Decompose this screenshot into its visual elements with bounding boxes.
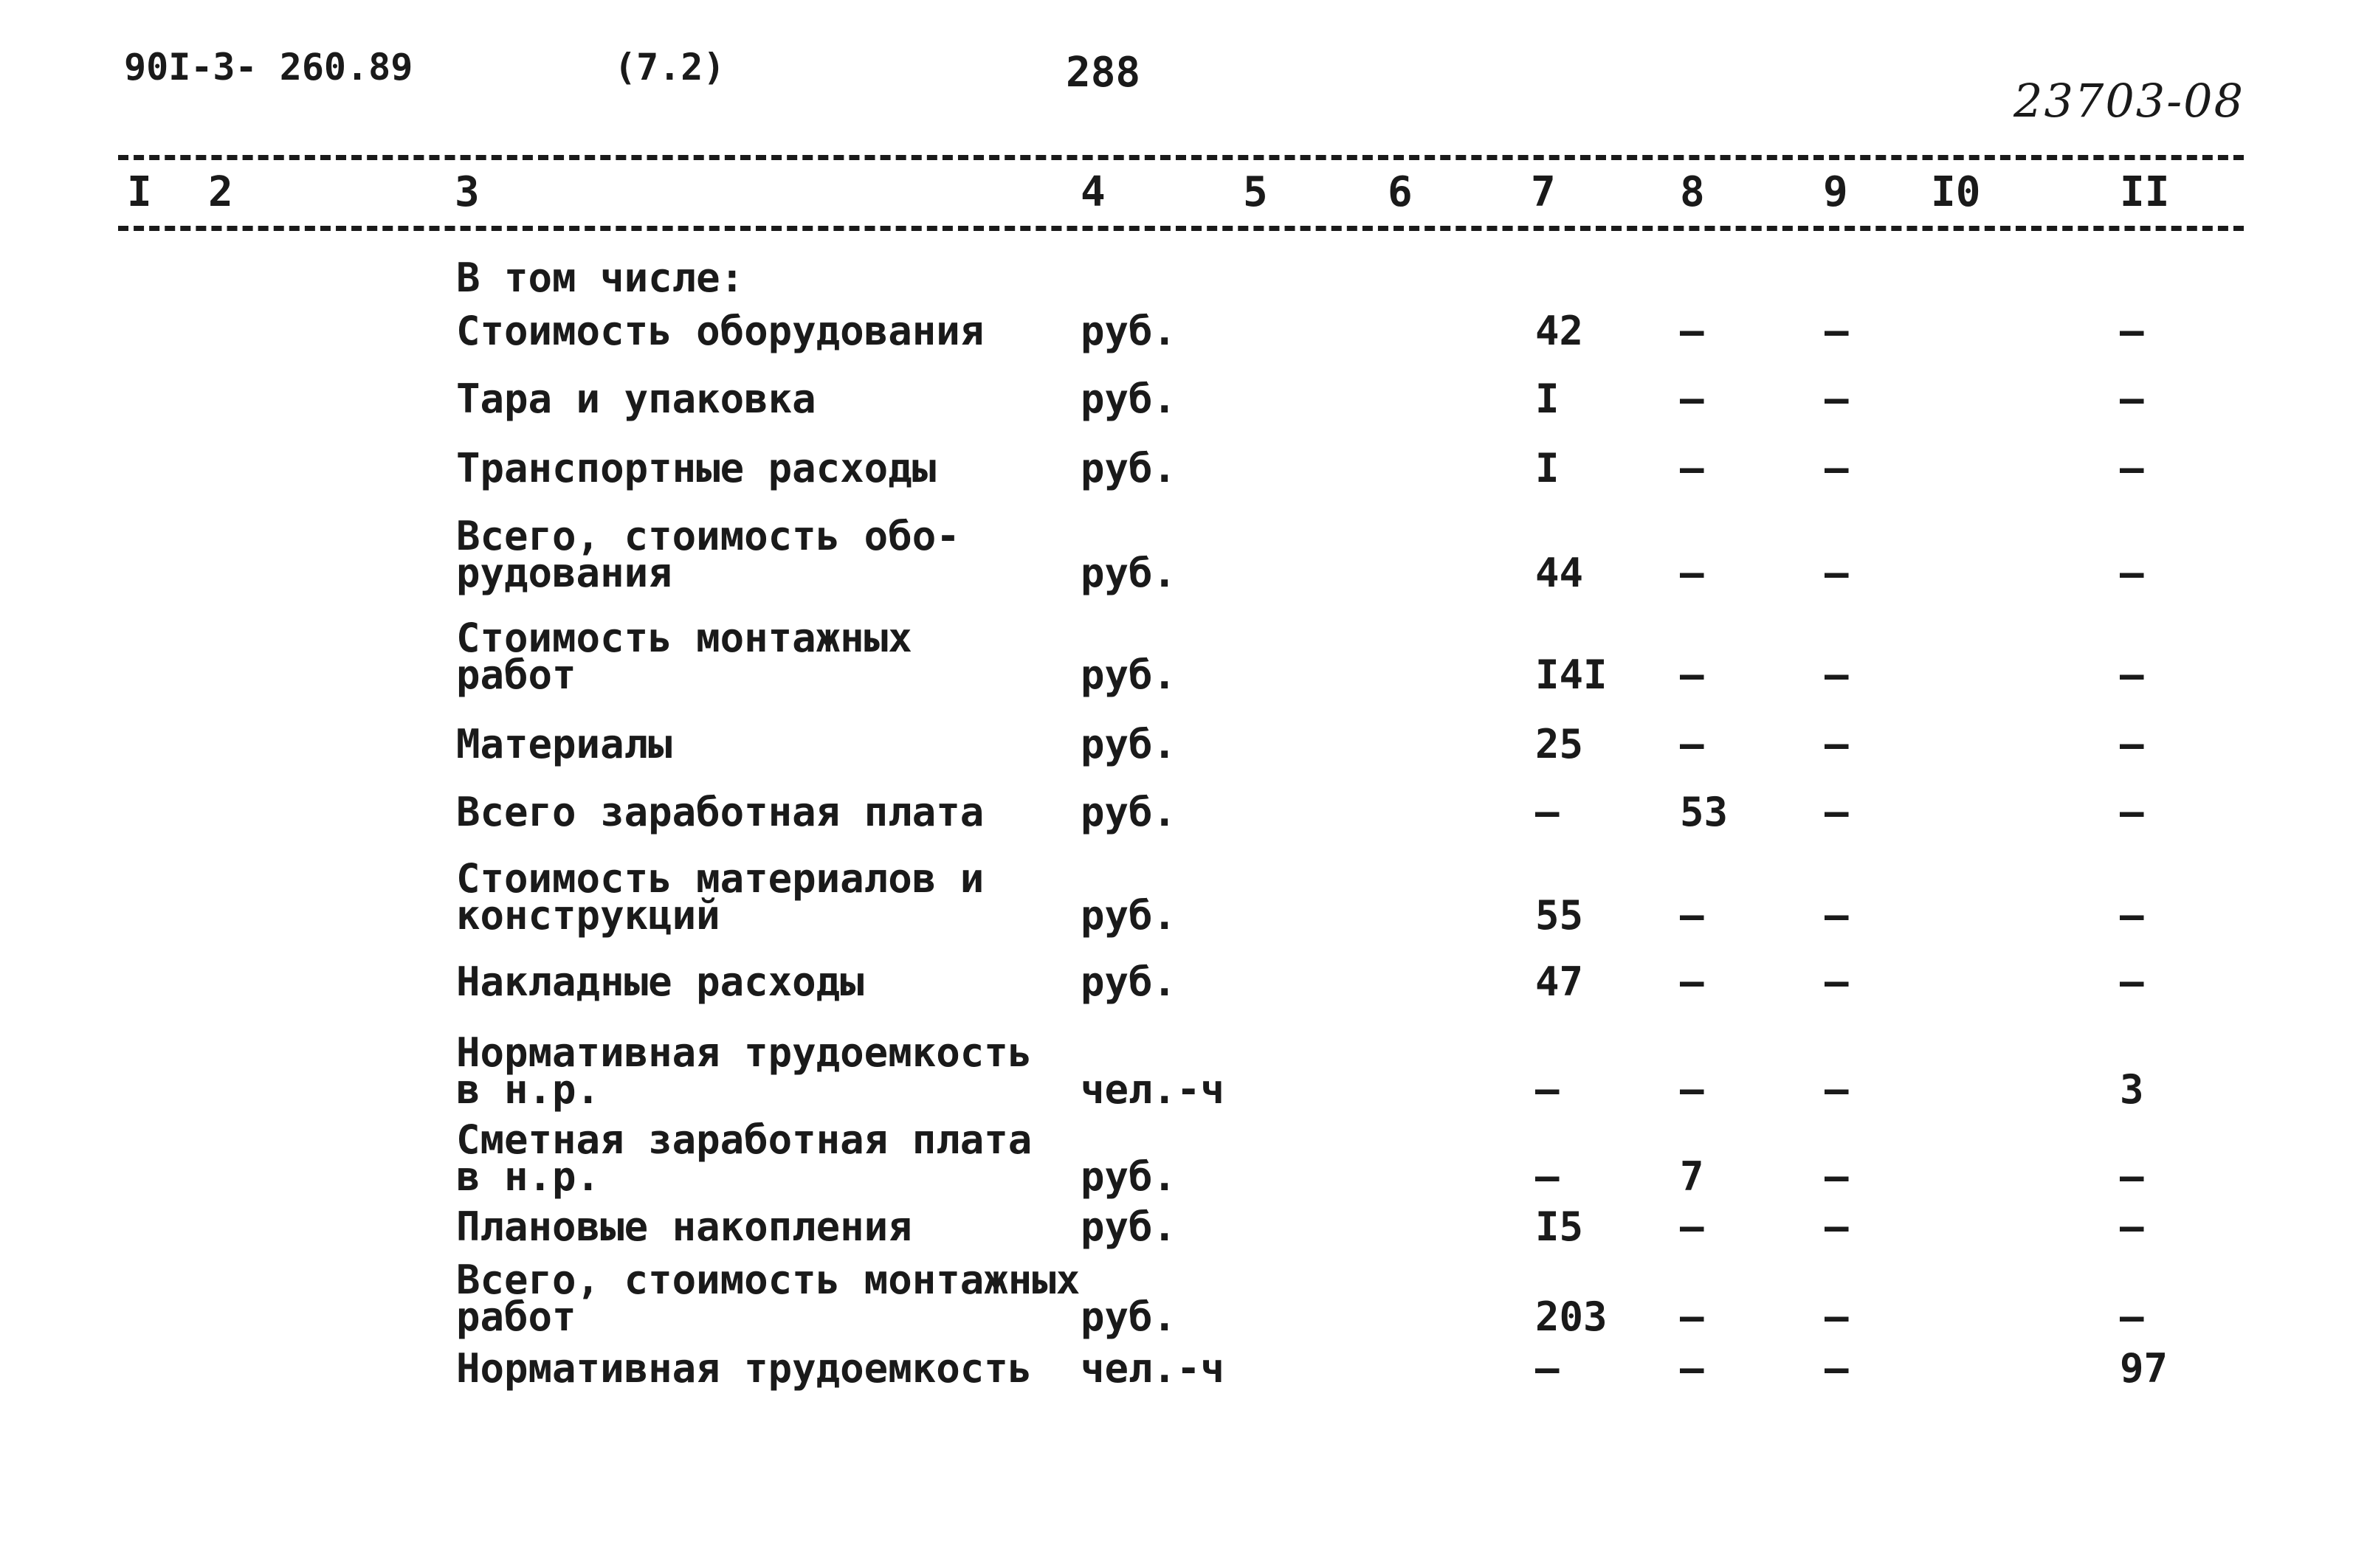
- column-number: II: [2120, 168, 2170, 216]
- value-col-7: –: [1535, 1066, 1560, 1113]
- item-name: Всего, стоимость монтажных работ: [456, 1257, 1081, 1340]
- value-col-7: –: [1535, 1153, 1560, 1200]
- column-number: 2: [208, 168, 233, 216]
- item-name: Тара и упаковка: [456, 376, 816, 422]
- value-col-11: –: [2120, 892, 2144, 939]
- item-unit: руб.: [1081, 959, 1177, 1005]
- handwritten-stamp-number: 23703-08: [2013, 74, 2245, 128]
- item-name: Сметная заработная плата в н.р.: [456, 1116, 1033, 1200]
- value-col-7: I4I: [1535, 652, 1608, 698]
- value-col-9: –: [1825, 1294, 1849, 1340]
- section-number: (7.2): [614, 46, 726, 89]
- value-col-11: –: [2120, 550, 2144, 596]
- value-col-11: –: [2120, 1153, 2144, 1200]
- value-col-7: 25: [1535, 721, 1584, 767]
- value-col-11: –: [2120, 1294, 2144, 1340]
- value-col-9: –: [1825, 1066, 1849, 1113]
- item-unit: руб.: [1081, 445, 1177, 491]
- value-col-9: –: [1825, 1153, 1849, 1200]
- item-unit: чел.-ч: [1081, 1066, 1225, 1113]
- value-col-11: –: [2120, 376, 2144, 422]
- value-col-7: 55: [1535, 892, 1584, 939]
- value-col-9: –: [1825, 1203, 1849, 1250]
- item-unit: руб.: [1081, 892, 1177, 939]
- header-rule-top: [118, 155, 2244, 160]
- value-col-8: 7: [1680, 1153, 1704, 1200]
- value-col-11: –: [2120, 652, 2144, 698]
- value-col-8: –: [1680, 550, 1704, 596]
- value-col-7: –: [1535, 1345, 1560, 1392]
- value-col-8: 53: [1680, 789, 1729, 835]
- value-col-11: –: [2120, 789, 2144, 835]
- value-col-7: 42: [1535, 308, 1584, 354]
- value-col-7: I: [1535, 445, 1560, 491]
- item-name: Транспортные расходы: [456, 445, 937, 491]
- value-col-9: –: [1825, 959, 1849, 1005]
- value-col-9: –: [1825, 789, 1849, 835]
- value-col-7: 44: [1535, 550, 1584, 596]
- value-col-9: –: [1825, 892, 1849, 939]
- value-col-11: 97: [2120, 1345, 2168, 1392]
- value-col-11: –: [2120, 1203, 2144, 1250]
- value-col-8: –: [1680, 721, 1704, 767]
- header-rule-bottom: [118, 226, 2244, 231]
- item-unit: руб.: [1081, 376, 1177, 422]
- value-col-8: –: [1680, 1203, 1704, 1250]
- value-col-11: –: [2120, 959, 2144, 1005]
- value-col-11: –: [2120, 721, 2144, 767]
- column-number: 9: [1823, 168, 1848, 216]
- item-name: Стоимость материалов и конструкций: [456, 855, 985, 939]
- value-col-8: –: [1680, 1066, 1704, 1113]
- value-col-11: 3: [2120, 1066, 2144, 1113]
- value-col-8: –: [1680, 445, 1704, 491]
- item-unit: руб.: [1081, 652, 1177, 698]
- item-name: Всего, стоимость обо- рудования: [456, 513, 960, 596]
- item-name: Нормативная трудоемкость в н.р.: [456, 1029, 1033, 1113]
- item-unit: чел.-ч: [1081, 1345, 1225, 1392]
- value-col-9: –: [1825, 1345, 1849, 1392]
- item-unit: руб.: [1081, 1203, 1177, 1250]
- value-col-7: 47: [1535, 959, 1584, 1005]
- value-col-8: –: [1680, 652, 1704, 698]
- column-number: I: [127, 168, 152, 216]
- item-name: Всего заработная плата: [456, 789, 985, 835]
- value-col-8: –: [1680, 1294, 1704, 1340]
- value-col-9: –: [1825, 308, 1849, 354]
- value-col-11: –: [2120, 308, 2144, 354]
- value-col-9: –: [1825, 550, 1849, 596]
- item-unit: руб.: [1081, 1153, 1177, 1200]
- document-code: 90I-3- 260.89: [124, 46, 413, 89]
- value-col-7: I5: [1535, 1203, 1584, 1250]
- item-unit: руб.: [1081, 308, 1177, 354]
- value-col-9: –: [1825, 652, 1849, 698]
- item-name: Стоимость оборудования: [456, 308, 985, 354]
- column-number: 7: [1531, 168, 1556, 216]
- value-col-8: –: [1680, 892, 1704, 939]
- column-number: 3: [455, 168, 480, 216]
- column-number: 6: [1388, 168, 1413, 216]
- item-unit: руб.: [1081, 550, 1177, 596]
- value-col-9: –: [1825, 445, 1849, 491]
- value-col-9: –: [1825, 376, 1849, 422]
- table-intro-text: В том числе:: [456, 255, 745, 301]
- page-number: 288: [1066, 49, 1141, 97]
- value-col-11: –: [2120, 445, 2144, 491]
- column-number: 8: [1680, 168, 1705, 216]
- item-unit: руб.: [1081, 721, 1177, 767]
- value-col-8: –: [1680, 308, 1704, 354]
- value-col-8: –: [1680, 1345, 1704, 1392]
- column-number: 5: [1243, 168, 1268, 216]
- column-number: 4: [1081, 168, 1106, 216]
- value-col-7: 203: [1535, 1294, 1608, 1340]
- item-name: Нормативная трудоемкость: [456, 1345, 1033, 1392]
- item-name: Плановые накопления: [456, 1203, 912, 1250]
- value-col-7: I: [1535, 376, 1560, 422]
- item-unit: руб.: [1081, 789, 1177, 835]
- value-col-7: –: [1535, 789, 1560, 835]
- item-name: Стоимость монтажных работ: [456, 615, 912, 698]
- item-name: Материалы: [456, 721, 672, 767]
- value-col-8: –: [1680, 376, 1704, 422]
- item-name: Накладные расходы: [456, 959, 864, 1005]
- value-col-9: –: [1825, 721, 1849, 767]
- column-number: I0: [1931, 168, 1981, 216]
- value-col-8: –: [1680, 959, 1704, 1005]
- item-unit: руб.: [1081, 1294, 1177, 1340]
